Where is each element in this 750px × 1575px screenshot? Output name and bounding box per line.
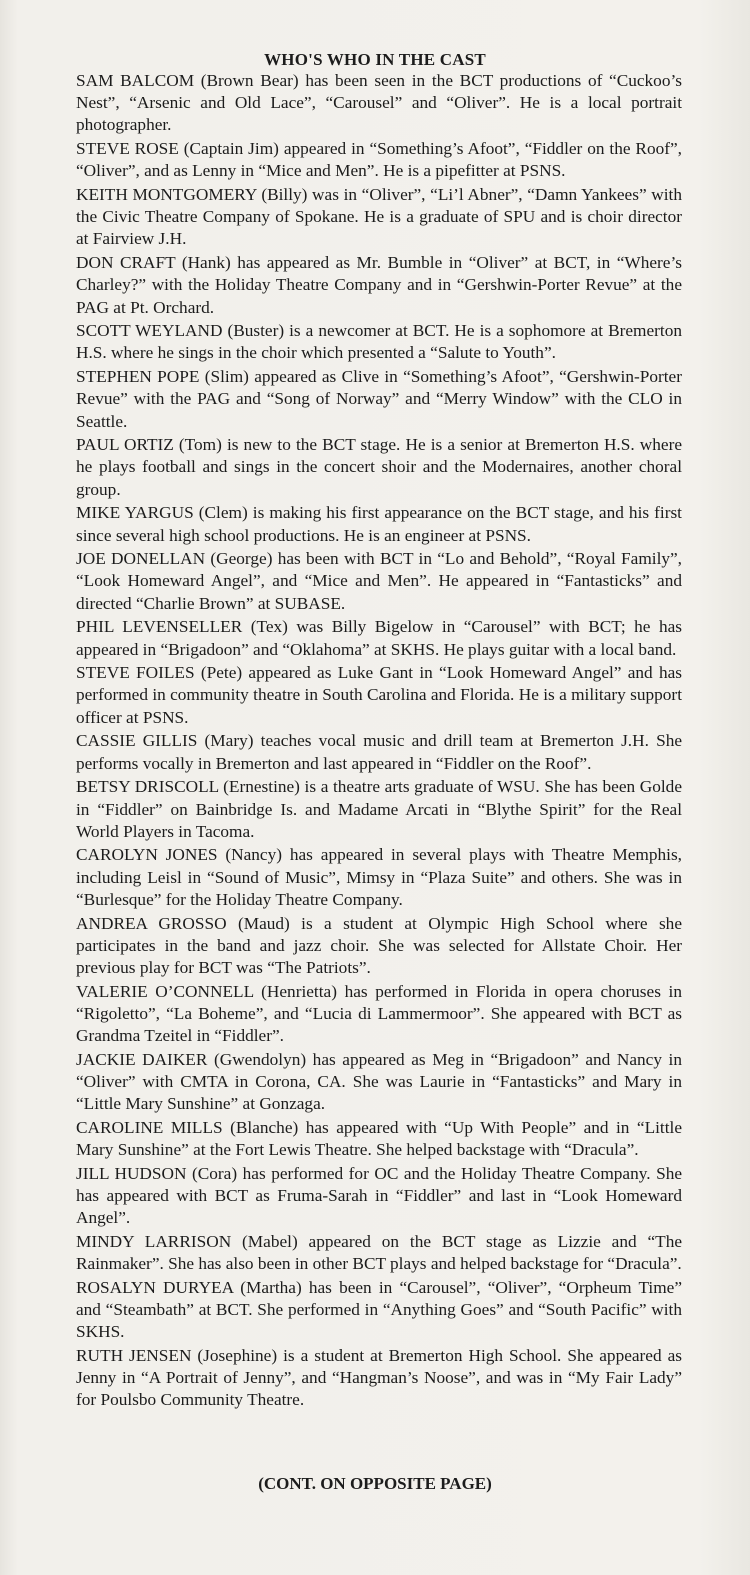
cast-bio-entry: CAROLINE MILLS (Blanche) has appeared with “Up With People” and in “Little Mary Sunshine” at the Fort Lewis Theatre. She helped backstage with “Dracula”. — [76, 1117, 682, 1160]
cast-bio-entry: JACKIE DAIKER (Gwendolyn) has appeared as Meg in “Brigadoon” and Nancy in “Oliver” with CMTA in Corona, CA. She was Laurie in “Fantasticks” and Mary in “Little Mary Sunshine” at Gonzaga. — [76, 1049, 682, 1114]
cast-bio-entry: STEVE FOILES (Pete) appeared as Luke Gant in “Look Homeward Angel” and has performed in community theatre in South Carolina and Florida. He is a military support officer at PSNS. — [76, 663, 682, 727]
cast-bio-entry: MIKE YARGUS (Clem) is making his first appearance on the BCT stage, and his first since several high school productions. He is an engineer at PSNS. — [76, 503, 682, 545]
cast-bio-entry: VALERIE O’CONNELL (Henrietta) has performed in Florida in opera choruses in “Rigoletto”, “La Boheme”, and “Lucia di Lammermoor”. She appeared with BCT as Grandma Tzeitel in “Fiddler”. — [76, 981, 682, 1046]
cast-bio-entry: PAUL ORTIZ (Tom) is new to the BCT stage. He is a senior at Bremerton H.S. where he plays football and sings in the concert shoir and the Modernaires, another choral group. — [76, 435, 682, 499]
cast-bio-entry: MINDY LARRISON (Mabel) appeared on the BCT stage as Lizzie and “The Rainmaker”. She has also been in other BCT plays and helped backstage for “Dracula”. — [76, 1231, 682, 1274]
cast-bio-entry: JOE DONELLAN (George) has been with BCT in “Lo and Behold”, “Royal Family”, “Look Homeward Angel”, and “Mice and Men”. He appeared in “Fantasticks” and directed “Charlie Brown” at SUBASE. — [76, 549, 682, 613]
cast-bio-entry: CAROLYN JONES (Nancy) has appeared in several plays with Theatre Memphis, including Leisl in “Sound of Music”, Mimsy in “Plaza Suite” and others. She was in “Burlesque” for the Holiday Theatre Company. — [76, 845, 682, 909]
cast-bio-entry: ROSALYN DURYEA (Martha) has been in “Carousel”, “Oliver”, “Orpheum Time” and “Steambath” at BCT. She performed in “Anything Goes” and “South Pacific” with SKHS. — [76, 1277, 682, 1342]
cast-bio-entry: RUTH JENSEN (Josephine) is a student at Bremerton High School. She appeared as Jenny in “A Portrait of Jenny”, and “Hangman’s Noose”, and was in “My Fair Lady” for Poulsbo Community Theatre. — [76, 1345, 682, 1410]
cast-bio-entry: DON CRAFT (Hank) has appeared as Mr. Bumble in “Oliver” at BCT, in “Where’s Charley?” with the Holiday Theatre Company and in “Gershwin-Porter Revue” at the PAG at Pt. Orchard. — [76, 253, 682, 317]
cast-bio-list — [76, 70, 682, 1413]
cast-bio-entry: BETSY DRISCOLL (Ernestine) is a theatre arts graduate of WSU. She has been Golde in “Fiddler” on Bainbridge Is. and Madame Arcati in “Blythe Spirit” for the Real World Players in Tacoma. — [76, 777, 682, 841]
page-heading: WHO'S WHO IN THE CAST — [264, 50, 486, 69]
cast-bio-entry: SAM BALCOM (Brown Bear) has been seen in the BCT productions of “Cuckoo’s Nest”, “Arsenic and Old Lace”, “Carousel” and “Oliver”. He is a local portrait photographer. — [76, 71, 682, 135]
cast-bio-entry: CASSIE GILLIS (Mary) teaches vocal music and drill team at Bremerton J.H. She performs vocally in Bremerton and last appeared in “Fiddler on the Roof”. — [76, 731, 682, 773]
continued-note: (CONT. ON OPPOSITE PAGE) — [258, 1474, 492, 1493]
cast-bio-entry: KEITH MONTGOMERY (Billy) was in “Oliver”, “Li’l Abner”, “Damn Yankees” with the Civic Theatre Company of Spokane. He is a graduate of SPU and is choir director at Fairview J.H. — [76, 185, 682, 249]
cast-bio-entry: JILL HUDSON (Cora) has performed for OC and the Holiday Theatre Company. She has appeared with BCT as Fruma-Sarah in “Fiddler” and last in “Look Homeward Angel”. — [76, 1163, 682, 1228]
cast-bio-entry: ANDREA GROSSO (Maud) is a student at Olympic High School where she participates in the band and jazz choir. She was selected for Allstate Choir. Her previous play for BCT was “The Patriots”. — [76, 913, 682, 977]
cast-bio-entry: SCOTT WEYLAND (Buster) is a newcomer at BCT. He is a sophomore at Bremerton H.S. where he sings in the choir which presented a “Salute to Youth”. — [76, 321, 682, 363]
cast-bio-entry: STEVE ROSE (Captain Jim) appeared in “Something’s Afoot”, “Fiddler on the Roof”, “Oliver”, and as Lenny in “Mice and Men”. He is a pipefitter at PSNS. — [76, 139, 682, 181]
cast-bio-entry: STEPHEN POPE (Slim) appeared as Clive in “Something’s Afoot”, “Gershwin-Porter Revue” with the PAG and “Song of Norway” and “Merry Window” with the CLO in Seattle. — [76, 367, 682, 431]
cast-bio-entry: PHIL LEVENSELLER (Tex) was Billy Bigelow in “Carousel” with BCT; he has appeared in “Brigadoon” and “Oklahoma” at SKHS. He plays guitar with a local band. — [76, 617, 682, 659]
